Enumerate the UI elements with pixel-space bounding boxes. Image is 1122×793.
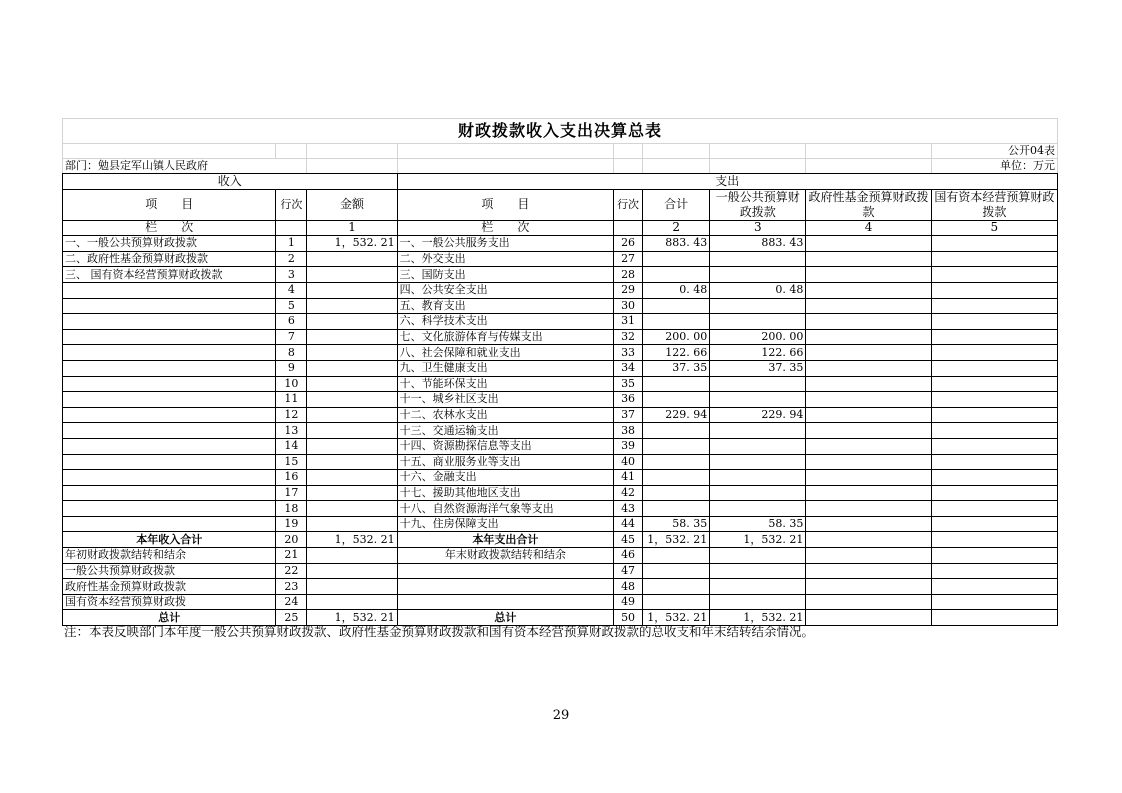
expense-state-capital: [931, 548, 1057, 564]
expense-row-number: 39: [614, 438, 643, 454]
income-item-cell: 总计: [63, 610, 276, 626]
expense-general-budget: [710, 376, 806, 392]
income-item-cell: 一般公共预算财政拨款: [63, 563, 276, 579]
expense-gov-fund: [806, 579, 931, 595]
income-amount: [307, 563, 397, 579]
expense-gov-fund: [806, 501, 931, 517]
expense-general-budget: 37. 35: [710, 360, 806, 376]
expense-gov-fund: [806, 407, 931, 423]
expense-state-capital: [931, 610, 1057, 626]
expense-row-number: 44: [614, 516, 643, 532]
income-amount: [307, 407, 397, 423]
expense-state-capital: [931, 251, 1057, 267]
gov-fund-header: 政府性基金预算财政拨款: [806, 189, 931, 220]
expense-total: 200. 00: [643, 329, 710, 345]
income-row-number: 21: [276, 548, 307, 564]
form-number: 公开04表: [931, 144, 1057, 159]
income-header: 收入: [63, 174, 398, 190]
expense-general-budget: 0. 48: [710, 282, 806, 298]
income-item-header: 项 目: [63, 189, 276, 220]
income-row-number: 5: [276, 298, 307, 314]
state-capital-header: 国有资本经营预算财政拨款: [931, 189, 1057, 220]
income-item-cell: [63, 423, 276, 439]
expense-state-capital: [931, 298, 1057, 314]
income-rowno-header: 行次: [276, 189, 307, 220]
expense-row-number: 42: [614, 485, 643, 501]
expense-row-number: 26: [614, 236, 643, 252]
expense-state-capital: [931, 407, 1057, 423]
expense-gov-fund: [806, 454, 931, 470]
income-row-number: 7: [276, 329, 307, 345]
expense-state-capital: [931, 329, 1057, 345]
expense-item-cell: 九、卫生健康支出: [397, 360, 613, 376]
expense-item-cell: 十九、住房保障支出: [397, 516, 613, 532]
expense-general-budget: 883. 43: [710, 236, 806, 252]
expense-row-number: 29: [614, 282, 643, 298]
expense-state-capital: [931, 470, 1057, 486]
report-sheet: [62, 118, 1060, 640]
expense-state-capital: [931, 267, 1057, 283]
expense-state-capital: [931, 532, 1057, 548]
income-row-number: 23: [276, 579, 307, 595]
expense-gov-fund: [806, 360, 931, 376]
income-row-number: 12: [276, 407, 307, 423]
expense-row-number: 33: [614, 345, 643, 361]
expense-gov-fund: [806, 251, 931, 267]
expense-item-header: 项 目: [397, 189, 613, 220]
expense-total: [643, 267, 710, 283]
note-table: [62, 625, 1058, 640]
table-row: [63, 516, 1058, 532]
income-amount: 1，532. 21: [307, 610, 397, 626]
expense-general-budget: 58. 35: [710, 516, 806, 532]
income-row-number: 6: [276, 314, 307, 330]
expense-total: [643, 470, 710, 486]
expense-item-cell: 十、节能环保支出: [397, 376, 613, 392]
expense-item-cell: 十七、援助其他地区支出: [397, 485, 613, 501]
summary-row: [63, 579, 1058, 595]
income-amount-header: 金额: [307, 189, 397, 220]
expense-item-cell: 十三、交通运输支出: [397, 423, 613, 439]
income-amount: [307, 376, 397, 392]
expense-total: 883. 43: [643, 236, 710, 252]
expense-gov-fund: [806, 563, 931, 579]
fiscal-appropriation-table: [62, 118, 1058, 626]
expense-general-budget: [710, 251, 806, 267]
expense-row-number: 41: [614, 470, 643, 486]
table-row: [63, 376, 1058, 392]
expense-state-capital: [931, 579, 1057, 595]
general-budget-header: 一般公共预算财政拨款: [710, 189, 806, 220]
summary-row: [63, 610, 1058, 626]
expense-gov-fund: [806, 298, 931, 314]
expense-row-number: 48: [614, 579, 643, 595]
expense-row-number: 45: [614, 532, 643, 548]
income-item-cell: [63, 407, 276, 423]
expense-row-number: 46: [614, 548, 643, 564]
income-row-number: 18: [276, 501, 307, 517]
expense-row-number: 30: [614, 298, 643, 314]
income-row-number: 24: [276, 594, 307, 610]
income-amount: [307, 360, 397, 376]
expense-gov-fund: [806, 314, 931, 330]
income-item-cell: [63, 470, 276, 486]
expense-state-capital: [931, 282, 1057, 298]
income-row-number: 16: [276, 470, 307, 486]
expense-total: 37. 35: [643, 360, 710, 376]
expense-state-capital: [931, 423, 1057, 439]
expense-general-budget: [710, 392, 806, 408]
income-amount: [307, 501, 397, 517]
expense-item-cell: 十二、农林水支出: [397, 407, 613, 423]
expense-item-cell: 四、公共安全支出: [397, 282, 613, 298]
income-row-number: 4: [276, 282, 307, 298]
income-item-cell: 年初财政拨款结转和结余: [63, 548, 276, 564]
expense-gov-fund: [806, 282, 931, 298]
table-row: [63, 360, 1058, 376]
expense-total: 122. 66: [643, 345, 710, 361]
table-row: [63, 314, 1058, 330]
expense-total: 1，532. 21: [643, 610, 710, 626]
expense-state-capital: [931, 594, 1057, 610]
expense-total: [643, 298, 710, 314]
expense-total: [643, 438, 710, 454]
expense-state-capital: [931, 360, 1057, 376]
lanci-label-income: 栏 次: [63, 220, 276, 236]
expense-total-header: 合计: [643, 189, 710, 220]
expense-general-budget: 200. 00: [710, 329, 806, 345]
expense-gov-fund: [806, 345, 931, 361]
summary-row: [63, 594, 1058, 610]
table-row: [63, 267, 1058, 283]
income-amount: [307, 516, 397, 532]
income-amount: [307, 298, 397, 314]
table-row: [63, 454, 1058, 470]
income-amount: [307, 454, 397, 470]
expense-row-number: 38: [614, 423, 643, 439]
income-item-cell: [63, 329, 276, 345]
col-index-2: 2: [643, 220, 710, 236]
expense-gov-fund: [806, 376, 931, 392]
col-index-5: 5: [931, 220, 1057, 236]
expense-item-cell: 本年支出合计: [397, 532, 613, 548]
expense-total: 229. 94: [643, 407, 710, 423]
expense-general-budget: [710, 485, 806, 501]
expense-item-cell: [397, 579, 613, 595]
expense-gov-fund: [806, 267, 931, 283]
expense-state-capital: [931, 236, 1057, 252]
expense-item-cell: 十六、金融支出: [397, 470, 613, 486]
page-number: 29: [552, 708, 570, 723]
expense-general-budget: [710, 563, 806, 579]
table-title: 财政拨款收入支出决算总表: [63, 119, 1058, 144]
expense-total: [643, 594, 710, 610]
income-item-cell: [63, 485, 276, 501]
expense-item-cell: 三、国防支出: [397, 267, 613, 283]
expense-general-budget: [710, 579, 806, 595]
expense-gov-fund: [806, 610, 931, 626]
expense-gov-fund: [806, 594, 931, 610]
footnote: 注：本表反映部门本年度一般公共预算财政拨款、政府性基金预算财政拨款和国有资本经营预算财政拨款的总收支和年末结转结余情况。: [64, 625, 815, 640]
summary-row: [63, 532, 1058, 548]
col-index-4: 4: [806, 220, 931, 236]
expense-total: [643, 392, 710, 408]
expense-general-budget: [710, 267, 806, 283]
expense-gov-fund: [806, 438, 931, 454]
income-amount: [307, 329, 397, 345]
expense-general-budget: [710, 314, 806, 330]
income-row-number: 15: [276, 454, 307, 470]
expense-state-capital: [931, 392, 1057, 408]
table-row: [63, 423, 1058, 439]
expense-row-number: 27: [614, 251, 643, 267]
expense-rowno-header: 行次: [614, 189, 643, 220]
expense-row-number: 43: [614, 501, 643, 517]
expense-gov-fund: [806, 470, 931, 486]
expense-gov-fund: [806, 423, 931, 439]
income-row-number: 2: [276, 251, 307, 267]
income-row-number: 14: [276, 438, 307, 454]
income-item-cell: 国有资本经营预算财政拨: [63, 594, 276, 610]
income-row-number: 8: [276, 345, 307, 361]
expense-row-number: 37: [614, 407, 643, 423]
expense-total: [643, 485, 710, 501]
expense-total: [643, 501, 710, 517]
expense-state-capital: [931, 454, 1057, 470]
expense-row-number: 34: [614, 360, 643, 376]
income-amount: [307, 438, 397, 454]
expense-item-cell: [397, 594, 613, 610]
expense-state-capital: [931, 376, 1057, 392]
expense-row-number: 28: [614, 267, 643, 283]
expense-row-number: 49: [614, 594, 643, 610]
expense-general-budget: 229. 94: [710, 407, 806, 423]
expense-row-number: 40: [614, 454, 643, 470]
income-item-cell: 二、政府性基金预算财政拨款: [63, 251, 276, 267]
expense-general-budget: [710, 470, 806, 486]
expense-row-number: 35: [614, 376, 643, 392]
expense-item-cell: 八、社会保障和就业支出: [397, 345, 613, 361]
expense-item-cell: 十一、城乡社区支出: [397, 392, 613, 408]
expense-state-capital: [931, 345, 1057, 361]
income-amount: [307, 470, 397, 486]
expense-general-budget: [710, 298, 806, 314]
expense-general-budget: [710, 548, 806, 564]
income-row-number: 11: [276, 392, 307, 408]
expense-total: [643, 454, 710, 470]
income-item-cell: [63, 454, 276, 470]
expense-gov-fund: [806, 392, 931, 408]
income-item-cell: [63, 345, 276, 361]
expense-item-cell: 十五、商业服务业等支出: [397, 454, 613, 470]
income-item-cell: 三、 国有资本经营预算财政拨款: [63, 267, 276, 283]
income-amount: [307, 485, 397, 501]
expense-general-budget: [710, 454, 806, 470]
expense-total: [643, 314, 710, 330]
table-row: [63, 236, 1058, 252]
income-item-cell: 一、一般公共预算财政拨款: [63, 236, 276, 252]
expense-item-cell: 五、教育支出: [397, 298, 613, 314]
income-amount: [307, 251, 397, 267]
income-amount: [307, 345, 397, 361]
income-row-number: 22: [276, 563, 307, 579]
table-row: [63, 251, 1058, 267]
expense-general-budget: 1，532. 21: [710, 532, 806, 548]
expense-state-capital: [931, 485, 1057, 501]
expense-total: 1，532. 21: [643, 532, 710, 548]
income-item-cell: [63, 314, 276, 330]
expense-header: 支出: [397, 174, 1057, 190]
expense-total: [643, 251, 710, 267]
expense-gov-fund: [806, 516, 931, 532]
table-row: [63, 438, 1058, 454]
income-amount: 1，532. 21: [307, 236, 397, 252]
income-amount: [307, 392, 397, 408]
expense-item-cell: 六、科学技术支出: [397, 314, 613, 330]
expense-state-capital: [931, 516, 1057, 532]
income-amount: 1，532. 21: [307, 532, 397, 548]
income-amount: [307, 267, 397, 283]
income-item-cell: [63, 516, 276, 532]
expense-general-budget: 122. 66: [710, 345, 806, 361]
expense-general-budget: [710, 438, 806, 454]
income-row-number: 25: [276, 610, 307, 626]
income-item-cell: [63, 360, 276, 376]
expense-total: [643, 376, 710, 392]
table-row: [63, 485, 1058, 501]
expense-gov-fund: [806, 329, 931, 345]
income-row-number: 9: [276, 360, 307, 376]
expense-row-number: 36: [614, 392, 643, 408]
income-row-number: 10: [276, 376, 307, 392]
income-row-number: 17: [276, 485, 307, 501]
expense-item-cell: 一、一般公共服务支出: [397, 236, 613, 252]
department-label: 部门：勉县定军山镇人民政府: [63, 159, 307, 174]
expense-row-number: 47: [614, 563, 643, 579]
unit-label: 单位：万元: [931, 159, 1057, 174]
income-item-cell: [63, 282, 276, 298]
expense-total: [643, 423, 710, 439]
income-amount: [307, 282, 397, 298]
table-row: [63, 392, 1058, 408]
table-row: [63, 329, 1058, 345]
expense-state-capital: [931, 314, 1057, 330]
expense-state-capital: [931, 501, 1057, 517]
summary-row: [63, 563, 1058, 579]
expense-total: [643, 548, 710, 564]
expense-row-number: 31: [614, 314, 643, 330]
table-row: [63, 282, 1058, 298]
income-item-cell: 本年收入合计: [63, 532, 276, 548]
expense-item-cell: 十四、资源勘探信息等支出: [397, 438, 613, 454]
expense-general-budget: 1，532. 21: [710, 610, 806, 626]
table-row: [63, 501, 1058, 517]
expense-general-budget: [710, 423, 806, 439]
expense-total: 58. 35: [643, 516, 710, 532]
income-row-number: 3: [276, 267, 307, 283]
expense-item-cell: 总计: [397, 610, 613, 626]
income-amount: [307, 314, 397, 330]
expense-item-cell: 十八、自然资源海洋气象等支出: [397, 501, 613, 517]
expense-general-budget: [710, 501, 806, 517]
income-amount: [307, 594, 397, 610]
income-item-cell: [63, 438, 276, 454]
income-amount: [307, 423, 397, 439]
expense-item-cell: 二、外交支出: [397, 251, 613, 267]
summary-row: [63, 548, 1058, 564]
income-item-cell: [63, 376, 276, 392]
income-row-number: 19: [276, 516, 307, 532]
table-row: [63, 298, 1058, 314]
income-item-cell: [63, 501, 276, 517]
table-row: [63, 345, 1058, 361]
expense-gov-fund: [806, 485, 931, 501]
income-row-number: 13: [276, 423, 307, 439]
col-index-1: 1: [307, 220, 397, 236]
income-item-cell: [63, 392, 276, 408]
lanci-label-expense: 栏 次: [397, 220, 613, 236]
expense-gov-fund: [806, 236, 931, 252]
income-item-cell: 政府性基金预算财政拨款: [63, 579, 276, 595]
expense-general-budget: [710, 594, 806, 610]
expense-item-cell: [397, 563, 613, 579]
income-amount: [307, 548, 397, 564]
expense-item-cell: 七、文化旅游体育与传媒支出: [397, 329, 613, 345]
income-row-number: 1: [276, 236, 307, 252]
expense-row-number: 32: [614, 329, 643, 345]
expense-total: [643, 563, 710, 579]
expense-gov-fund: [806, 532, 931, 548]
expense-gov-fund: [806, 548, 931, 564]
expense-item-cell: 年末财政拨款结转和结余: [397, 548, 613, 564]
table-row: [63, 407, 1058, 423]
expense-total: [643, 579, 710, 595]
col-index-3: 3: [710, 220, 806, 236]
expense-total: 0. 48: [643, 282, 710, 298]
income-item-cell: [63, 298, 276, 314]
income-row-number: 20: [276, 532, 307, 548]
expense-state-capital: [931, 438, 1057, 454]
table-row: [63, 470, 1058, 486]
expense-row-number: 50: [614, 610, 643, 626]
expense-state-capital: [931, 563, 1057, 579]
income-amount: [307, 579, 397, 595]
